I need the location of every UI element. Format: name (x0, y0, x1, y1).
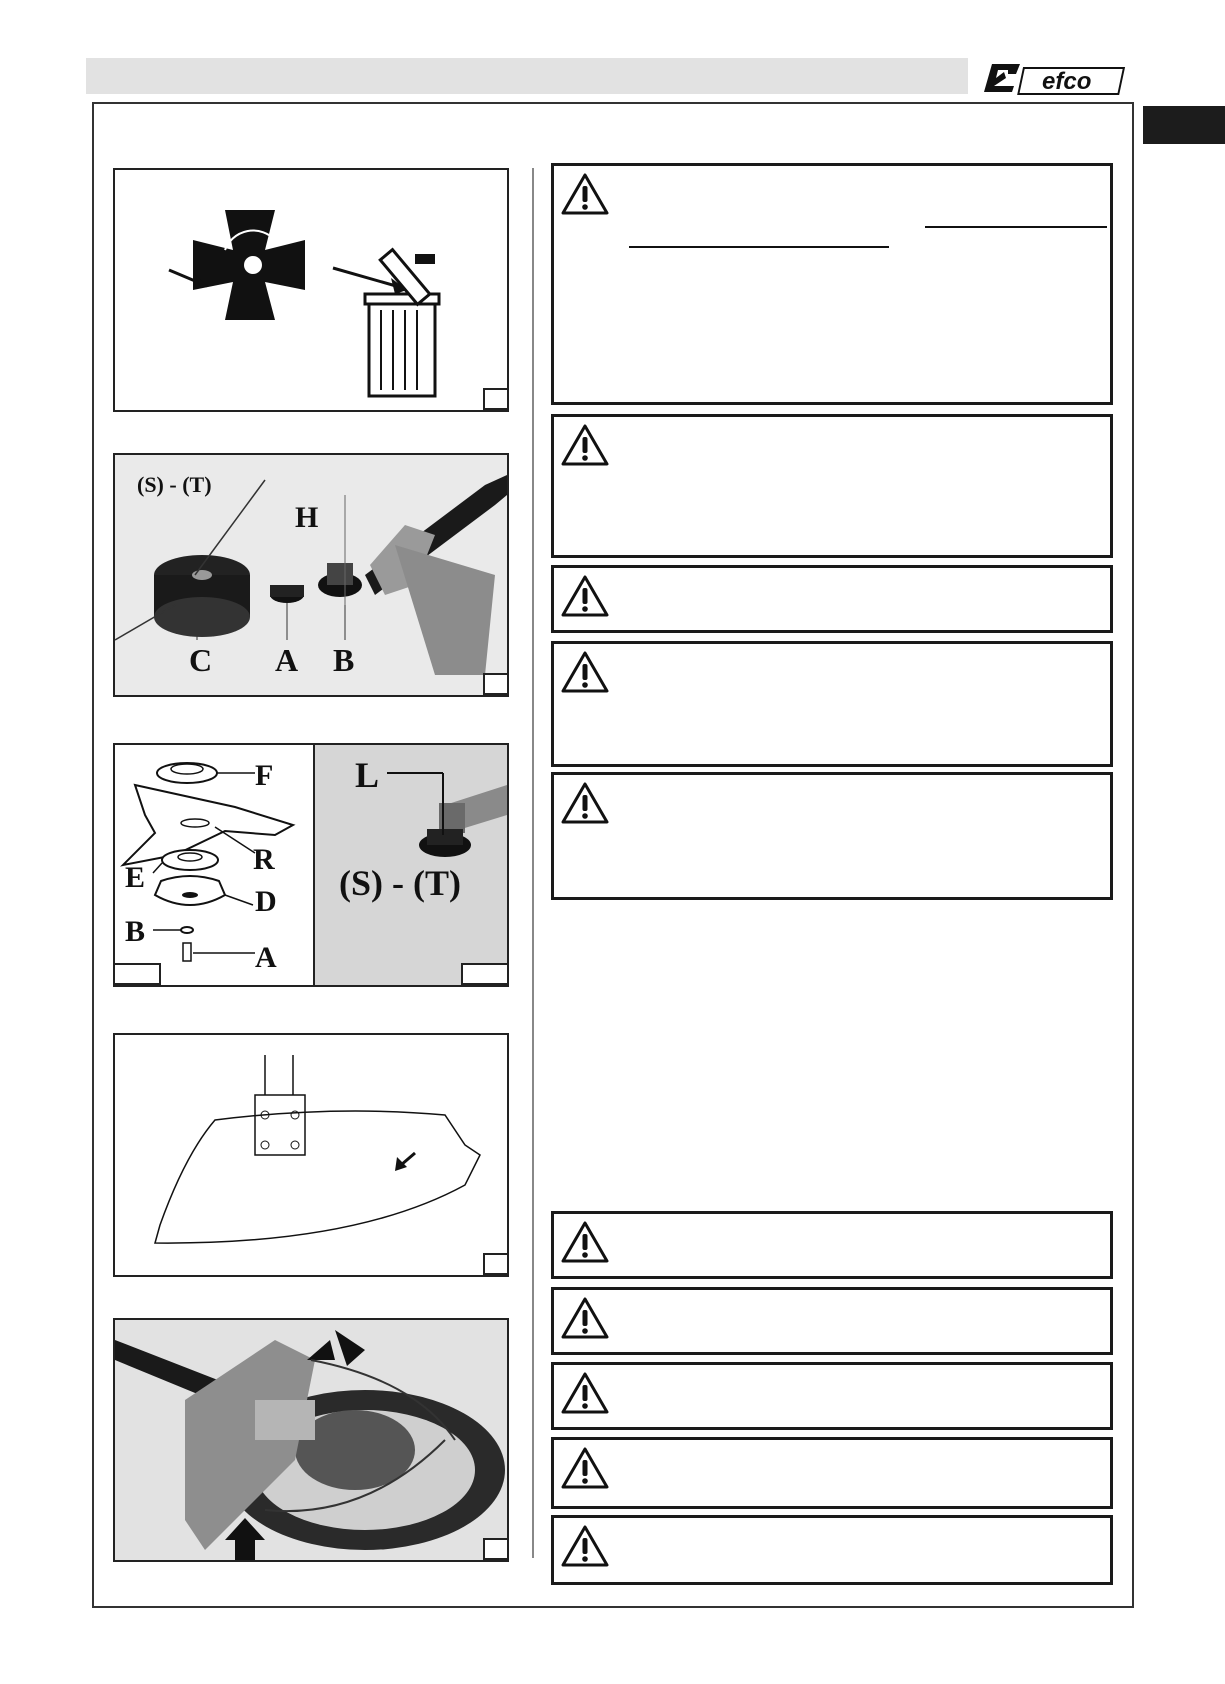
figure-number-box (113, 963, 161, 985)
label-e: E (125, 861, 146, 894)
label-r: R (253, 843, 275, 876)
figure-number-box (483, 1253, 509, 1275)
warning-box-6 (551, 1211, 1113, 1279)
label-f: F (255, 759, 274, 792)
figure-number-box (483, 673, 509, 695)
brand-text: efco (1042, 68, 1092, 95)
figure-number-box (461, 963, 509, 985)
figure-head-parts (113, 453, 509, 697)
variant-label: (S) - (T) (339, 863, 461, 903)
warning-triangle-icon (560, 650, 610, 694)
variant-label: (S) - (T) (137, 472, 212, 497)
warning-box-8 (551, 1362, 1113, 1430)
underline-mark (925, 226, 1107, 228)
warning-box-9 (551, 1437, 1113, 1509)
label-c: C (189, 642, 213, 678)
label-h: H (295, 501, 319, 534)
warning-triangle-icon (560, 1371, 610, 1415)
warning-box-3 (551, 565, 1113, 633)
label-d: D (255, 885, 277, 918)
warning-box-1 (551, 163, 1113, 405)
warning-box-2 (551, 414, 1113, 558)
warning-triangle-icon (560, 423, 610, 467)
figure-blade-disposal (113, 168, 509, 412)
label-l: L (355, 755, 380, 795)
warning-triangle-icon (560, 172, 610, 216)
warning-triangle-icon (560, 1446, 610, 1490)
figure-number-box (483, 1538, 509, 1560)
warning-box-4 (551, 641, 1113, 767)
figure-number-box (483, 388, 509, 410)
label-a: A (255, 941, 277, 974)
warning-box-7 (551, 1287, 1113, 1355)
figure-nut-photo (313, 743, 509, 987)
figure-blade-assembly (113, 743, 315, 987)
warning-triangle-icon (560, 1524, 610, 1568)
label-b: B (333, 642, 355, 678)
underline-mark (629, 246, 889, 248)
section-tab (1143, 106, 1225, 144)
figure-guard-extension (113, 1318, 509, 1562)
header-bar (86, 58, 968, 94)
warning-triangle-icon (560, 1220, 610, 1264)
label-a: A (275, 642, 299, 678)
figure-guard (113, 1033, 509, 1277)
warning-box-10 (551, 1515, 1113, 1585)
label-b: B (125, 915, 146, 948)
column-divider (532, 168, 534, 1558)
warning-box-5 (551, 772, 1113, 900)
warning-triangle-icon (560, 781, 610, 825)
warning-triangle-icon (560, 574, 610, 618)
efco-logo (980, 58, 1130, 98)
warning-triangle-icon (560, 1296, 610, 1340)
